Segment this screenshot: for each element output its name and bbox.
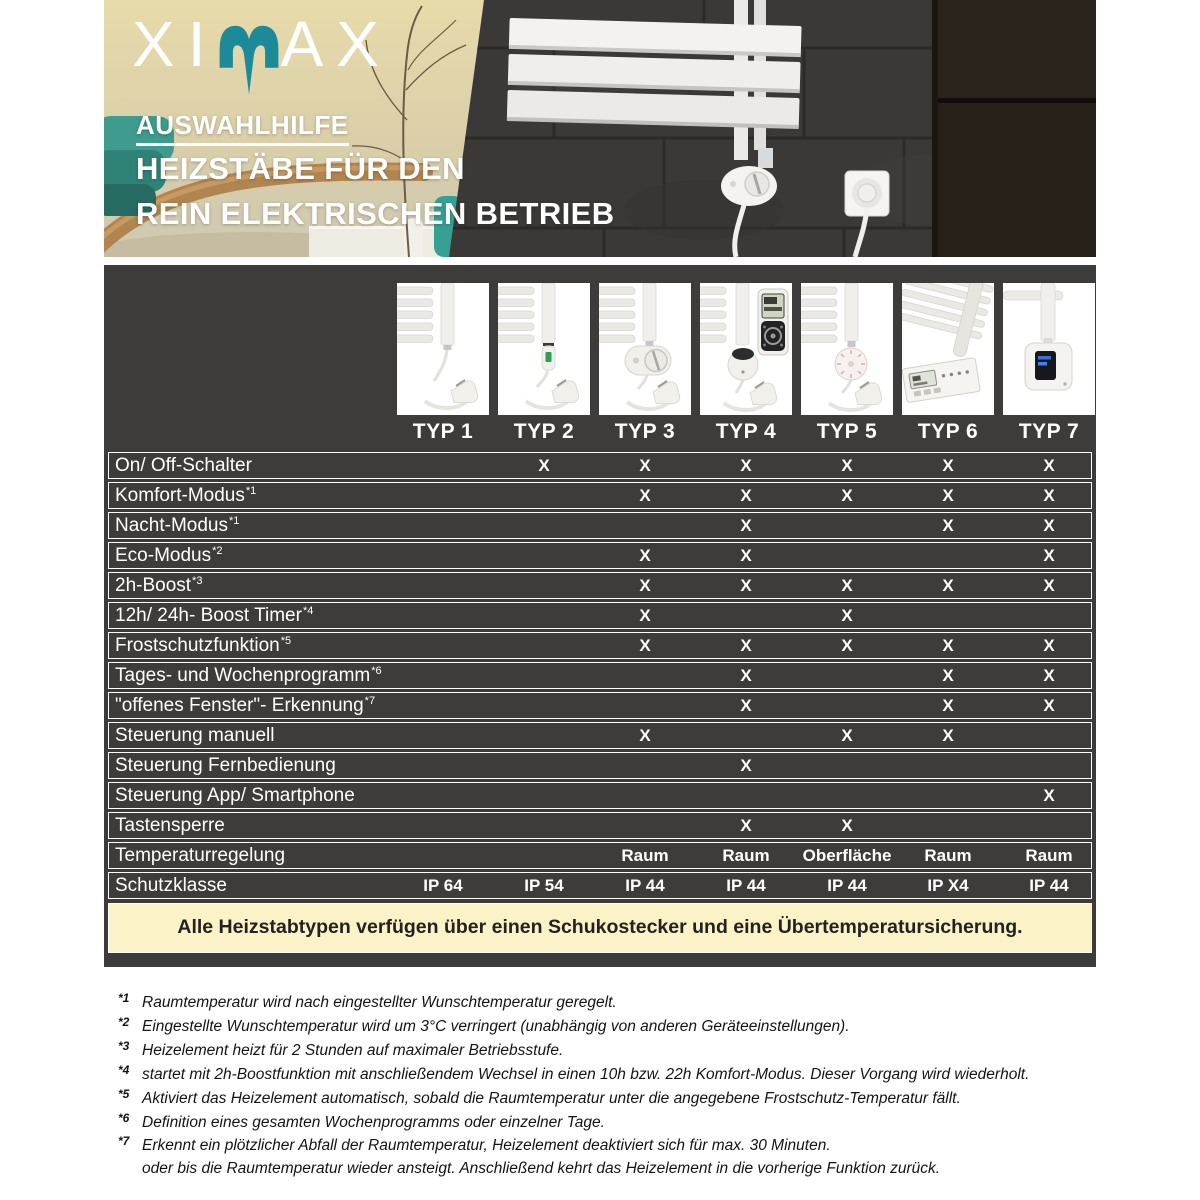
table-row [108,542,1092,569]
column-header-label: TYP 1 [412,420,474,443]
feature-label: "offenes Fenster"- Erkennung$^{*7}$ [115,694,376,716]
footnote-text: Definition eines gesamten Wochenprogramms oder einzelner Tage. [142,1113,605,1131]
feature-value: Raum [621,846,669,865]
feature-value: X [639,726,651,745]
table-row [108,752,1092,779]
feature-value: X [942,456,954,475]
column-typ4 [696,283,796,444]
footnote-ref: *6 [371,664,382,677]
product-photo-typ1 [397,283,489,415]
ximax-logo [132,8,392,101]
footnote-text: Aktiviert das Heizelement automatisch, sobald die Raumtemperatur unter die angegebene Frostschutz-Temperatur fällt. [142,1089,961,1107]
table-row [108,572,1092,599]
logo-text-ax: AX [280,8,392,80]
table-row [108,662,1092,689]
feature-value: IP 44 [625,876,665,895]
footnote [118,991,1098,1013]
column-header-label: TYP 4 [715,420,777,443]
footnote-ref: *5 [280,634,292,647]
footnote-text-continued: oder bis die Raumtemperatur wieder ansteigt. Anschließend kehrt das Heizelement in die vorherige Funktion zurück. [142,1160,941,1178]
feature-value: X [841,456,853,475]
footnote-marker: *6 [118,1110,130,1125]
feature-label: Komfort-Modus$^{*1}$ [115,484,257,506]
feature-value: X [942,636,954,655]
feature-label: Eco-Modus$^{*2}$ [115,544,223,566]
column-header-label: TYP 5 [816,420,878,443]
headline-line1: HEIZSTÄBE FÜR DEN [136,151,465,186]
feature-value: X [1043,696,1055,715]
product-photo-typ4 [700,283,792,415]
feature-value: X [942,516,954,535]
comparison-table [104,265,1096,967]
feature-label: Nacht-Modus$^{*1}$ [115,514,240,536]
feature-value: X [639,456,651,475]
table-row [108,512,1092,539]
footnote [118,1110,1098,1133]
footnote-marker: *4 [118,1062,130,1077]
logo-text-xi: XI [132,8,219,80]
product-photo-typ7 [1003,283,1095,415]
feature-value: IP 44 [726,876,766,895]
table-row [108,812,1092,839]
feature-label: On/ Off-Schalter [115,455,252,476]
footnote [118,1134,1098,1179]
column-headers [104,283,1096,449]
feature-label: Steuerung manuell [115,725,275,746]
column-header-label: TYP 2 [513,420,575,443]
feature-value: X [841,726,853,745]
feature-value: IP X4 [927,876,969,895]
feature-value: X [639,636,651,655]
footnote-marker: *3 [118,1038,130,1053]
feature-value: X [740,456,752,475]
feature-value: X [1043,576,1055,595]
footnote-ref: *1 [245,484,257,497]
column-typ2 [494,283,594,444]
feature-value: X [841,816,853,835]
feature-value: X [740,636,752,655]
feature-label: Steuerung App/ Smartphone [115,785,355,806]
feature-value: IP 64 [423,876,463,895]
feature-value: X [841,576,853,595]
feature-value: X [1043,786,1055,805]
table-row [108,452,1092,479]
feature-value: X [942,666,954,685]
table-row [108,692,1092,719]
feature-value: IP 54 [524,876,564,895]
footnote-text: Eingestellte Wunschtemperatur wird um 3°C verringert (unabhängig von anderen Geräteeinstellungen). [142,1017,850,1035]
feature-value: X [639,546,651,565]
feature-rows [104,452,1096,902]
feature-value: X [942,576,954,595]
footnote-ref: *7 [364,694,376,707]
feature-value: Raum [1025,846,1073,865]
footnote-marker: *1 [118,991,130,1005]
feature-value: X [740,576,752,595]
feature-label: Steuerung Fernbedienung [115,755,336,776]
feature-value: X [740,486,752,505]
footnote-marker: *7 [118,1134,130,1149]
column-header-label: TYP 7 [1018,420,1080,443]
feature-value: X [1043,486,1055,505]
feature-label: Tastensperre [115,815,225,836]
footnote [118,1062,1098,1085]
feature-value: X [841,636,853,655]
table-row [108,632,1092,659]
table-row [108,722,1092,749]
footnote-ref: *4 [302,604,314,617]
feature-value: X [740,666,752,685]
feature-value: Raum [924,846,972,865]
feature-value: X [639,486,651,505]
feature-value: X [538,456,550,475]
feature-label: Frostschutzfunktion$^{*5}$ [115,634,292,656]
footnote-marker: *2 [118,1014,130,1029]
ximax-m-mark-icon [214,15,284,101]
feature-value: Oberfläche [802,846,892,865]
header-banner [104,0,1096,257]
feature-value: X [740,756,752,775]
feature-value: X [1043,666,1055,685]
feature-label: Schutzklasse [115,875,227,896]
feature-value: X [740,816,752,835]
product-photo-typ2 [498,283,590,415]
footnote-text: Erkennt ein plötzlicher Abfall der Raumtemperatur, Heizelement deaktiviert sich für max. 30 Minuten. [142,1137,831,1155]
product-photo-typ5 [801,283,893,415]
feature-value: X [942,726,954,745]
column-header-label: TYP 6 [917,420,979,443]
product-photo-typ3 [599,283,691,415]
footnote-text: Raumtemperatur wird nach eingestellter Wunschtemperatur geregelt. [142,994,617,1011]
table-row [108,872,1092,899]
feature-value: IP 44 [827,876,867,895]
footnote [118,1086,1098,1109]
feature-value: X [841,606,853,625]
footnote-ref: *3 [192,574,203,587]
column-typ5 [797,283,897,444]
feature-label: Temperaturregelung [115,845,286,866]
table-row [108,482,1092,509]
column-header-label: TYP 3 [614,420,676,443]
footnote [118,1014,1098,1037]
feature-label: 12h/ 24h- Boost Timer$^{*4}$ [115,604,314,626]
footnotes-list [118,991,1098,1184]
headline-line2: REIN ELEKTRISCHEN BETRIEB [136,196,615,231]
feature-value: X [1043,636,1055,655]
feature-value: X [740,696,752,715]
feature-value: X [841,486,853,505]
feature-value: IP 44 [1029,876,1069,895]
column-typ7 [999,283,1099,444]
column-typ1 [393,283,493,444]
eyebrow-title: AUSWAHLHILFE [136,110,349,146]
feature-value: X [1043,546,1055,565]
table-row [108,602,1092,629]
footnote-text: startet mit 2h-Boostfunktion mit anschließendem Wechsel in einen 10h bzw. 22h Komfort-Modus. Dieser Vorgang wird wiederholt. [142,1065,1030,1083]
feature-value: X [639,606,651,625]
feature-value: X [740,546,752,565]
column-typ3 [595,283,695,444]
footnote-ref: *1 [229,514,240,527]
feature-value: Raum [722,846,770,865]
feature-label: Tages- und Wochenprogramm$^{*6}$ [115,664,382,686]
feature-label: 2h-Boost$^{*3}$ [115,574,203,596]
column-typ6 [898,283,998,444]
footnote-text: Heizelement heizt für 2 Stunden auf maximaler Betriebsstufe. [142,1041,564,1059]
feature-value: X [1043,516,1055,535]
table-row [108,842,1092,869]
footnote [118,1038,1098,1061]
feature-value: X [740,516,752,535]
feature-value: X [942,486,954,505]
footnote-ref: *2 [212,544,223,557]
product-photo-typ6 [902,283,994,415]
feature-value: X [1043,456,1055,475]
feature-value: X [639,576,651,595]
note-banner: Alle Heizstabtypen verfügen über einen Schukostecker und eine Übertemperatursicherung. [108,903,1092,953]
feature-value: X [942,696,954,715]
table-row [108,782,1092,809]
footnote-marker: *5 [118,1086,130,1101]
